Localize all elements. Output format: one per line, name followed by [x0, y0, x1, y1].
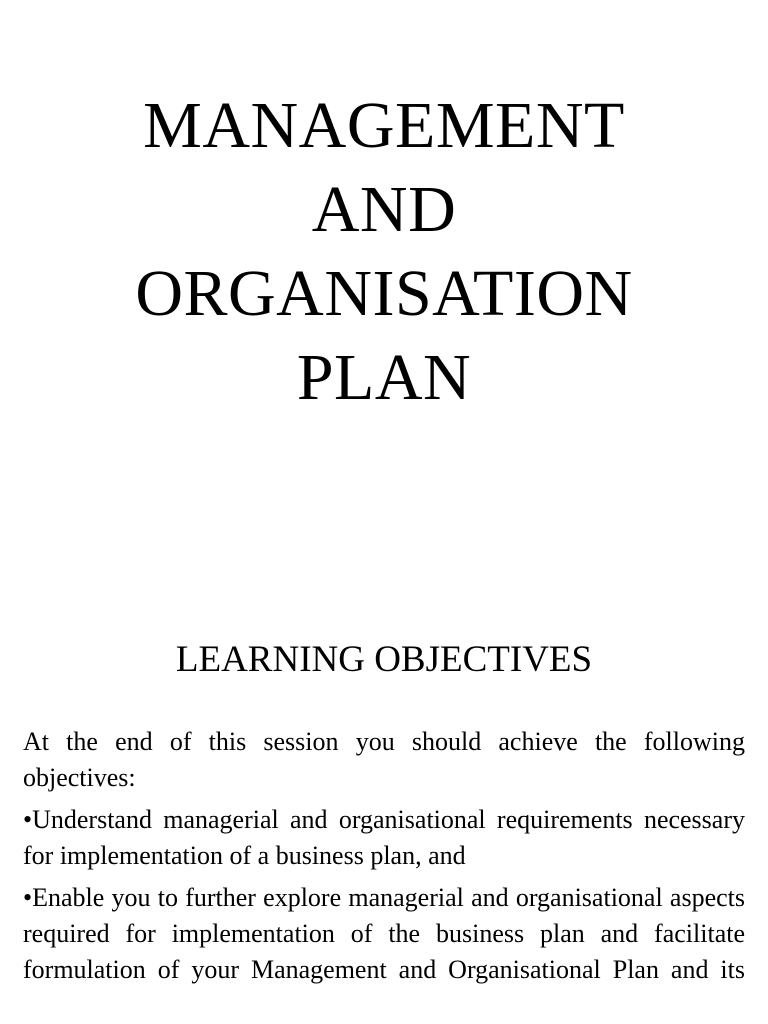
objective-bullet-1: •Understand managerial and organisational requirements necessary for implementation of a business plan, and	[23, 805, 745, 870]
title-line-1: MANAGEMENT	[143, 89, 625, 162]
section-heading: LEARNING OBJECTIVES	[175, 639, 593, 680]
title-line-4: PLAN	[296, 341, 472, 414]
page-title	[0, 0, 768, 420]
intro-paragraph: At the end of this session you should achieve the following objectives:	[23, 727, 745, 792]
title-line-3: ORGANISATION	[135, 257, 633, 330]
objectives-slide	[0, 630, 768, 1024]
objectives-body	[23, 724, 745, 994]
objective-bullet-2: •Enable you to further explore managerial and organisational aspects required for implementation of the business plan and facilitate formulation of your Management and Organisational Plan and its	[23, 883, 745, 984]
title-line-2: AND	[311, 173, 457, 246]
